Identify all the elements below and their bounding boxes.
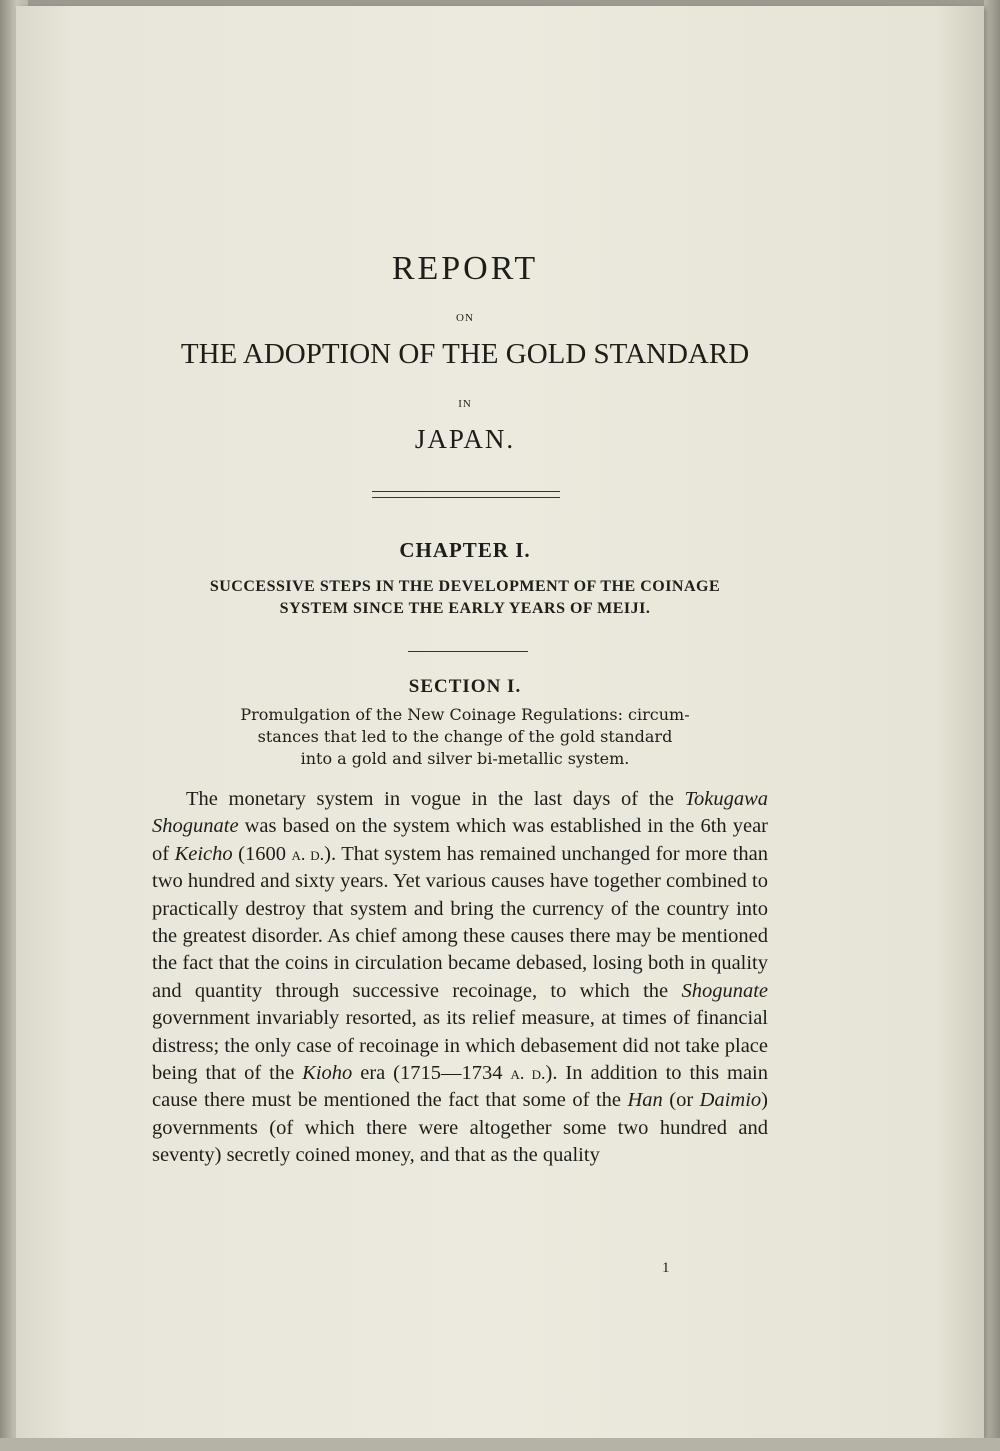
report-country: JAPAN.: [414, 424, 516, 454]
title-connector-in: IN: [458, 398, 472, 410]
chapter-subheading-line: SUCCESSIVE STEPS IN THE DEVELOPMENT OF THE COINAGE: [209, 578, 721, 595]
body-small-caps: a. d.: [291, 843, 325, 864]
body-text: The monetary system in vogue in the last days of the: [186, 788, 685, 810]
body-italic: Shogunate: [681, 979, 768, 1002]
section-subheading: [150, 704, 780, 770]
report-subtitle: THE ADOPTION OF THE GOLD STANDARD: [180, 338, 750, 370]
body-small-caps: a. d.: [510, 1063, 546, 1084]
body-italic: Keicho: [174, 842, 233, 865]
body-text: (or: [662, 1089, 700, 1112]
section-subheading-line: into a gold and silver bi-metallic system.: [300, 749, 630, 768]
title-double-rule: [372, 491, 560, 498]
section-subheading-line: Promulgation of the New Coinage Regulations: circum-: [240, 705, 690, 724]
section-heading: SECTION I.: [408, 676, 522, 697]
page-bottom-edge: [0, 1438, 1000, 1451]
body-paragraph: [152, 786, 768, 1170]
body-text: government invariably resorted, as its relief measure, at times of financial distress; the only case of recoinage in which debasement did not take place being that of the: [152, 1007, 768, 1085]
body-italic: Daimio: [699, 1089, 762, 1112]
chapter-heading: CHAPTER I.: [399, 538, 531, 562]
body-text: was based on the system which was established in the 6th year of: [152, 815, 768, 865]
body-italic: Han: [627, 1089, 663, 1112]
body-text: ) governments (of which there were altogether some two hundred and seventy) secretly coined money, and that as the quality: [152, 1089, 768, 1167]
page-stack-edge: [984, 0, 1000, 1451]
page-number: 1: [662, 1260, 670, 1276]
section-subheading-line: stances that led to the change of the gold standard: [257, 727, 673, 746]
body-text: (1600: [232, 842, 292, 865]
chapter-rule: [408, 651, 528, 652]
body-italic: Tokugawa Shogunate: [152, 788, 768, 838]
body-text: era (1715—1734: [352, 1062, 511, 1085]
body-text: ). That system has remained unchanged for more than two hundred and sixty years. Yet various causes have together combined to practically destroy that system and bring the currency of the country into the greatest disorder. As chief among these causes there may be mentioned the fact that the coins in circulation became debased, losing both in quality and quantity through successive recoinage, to which the: [152, 842, 769, 1002]
report-title: REPORT: [391, 250, 539, 287]
body-italic: Kioho: [302, 1062, 353, 1085]
body-text: ). In addition to this main cause there must be mentioned the fact that some of the: [152, 1062, 768, 1112]
chapter-subheading: [150, 576, 780, 620]
title-connector-on: ON: [456, 312, 474, 324]
chapter-subheading-line: SYSTEM SINCE THE EARLY YEARS OF MEIJI.: [279, 600, 651, 617]
